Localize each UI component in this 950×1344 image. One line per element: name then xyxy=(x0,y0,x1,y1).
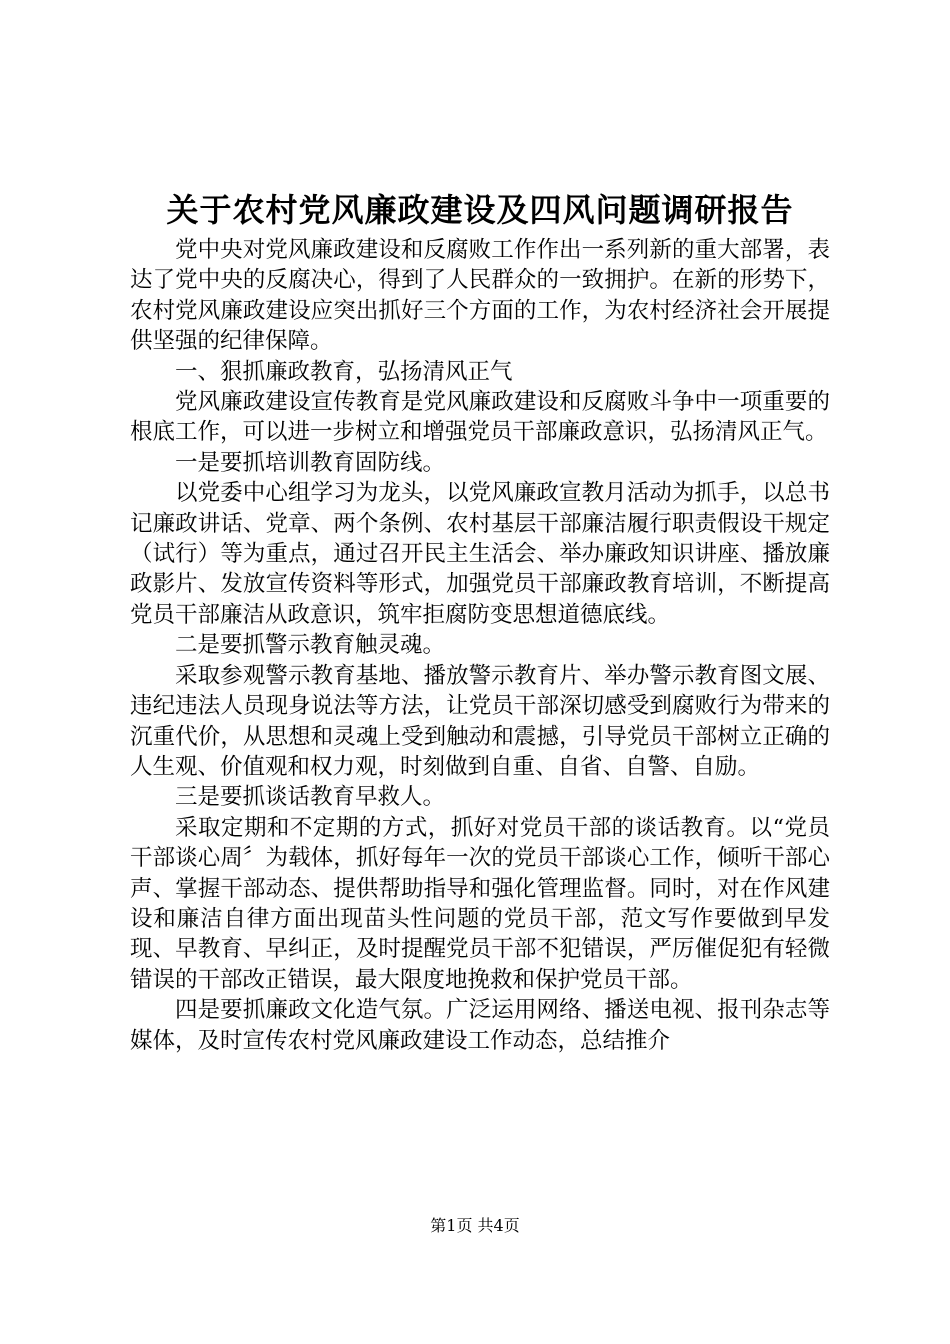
paragraph: 采取参观警示教育基地、播放警示教育片、举办警示教育图文展、违纪违法人员现身说法等方法，让党员干部深切感受到腐败行为带来的沉重代价，从思想和灵魂上受到触动和震撼，引导党员干部树立正确的人生观、价值观和权力观，时刻做到自重、自省、自警、自励。 xyxy=(130,662,830,780)
paragraph: 党风廉政建设宣传教育是党风廉政建设和反腐败斗争中一项重要的根底工作，可以进一步树立和增强党员干部廉政意识，弘扬清风正气。 xyxy=(130,389,830,446)
page-footer: 第1页 共4页 xyxy=(430,1216,520,1235)
document-page xyxy=(130,188,830,1056)
paragraph: 以党委中心组学习为龙头，以党风廉政宣教月活动为抓手，以总书记廉政讲话、党章、两个条例、农村基层干部廉洁履行职责假设干规定（试行）等为重点，通过召开民主生活会、举办廉政知识讲座、播放廉政影片、发放宣传资料等形式，加强党员干部廉政教育培训，不断提高党员干部廉洁从政意识，筑牢拒腐防变思想道德底线。 xyxy=(130,480,830,628)
subheading-3: 三是要抓谈话教育早救人。 xyxy=(175,784,446,811)
paragraph-intro: 党中央对党风廉政建设和反腐败工作作出一系列新的重大部署，表达了党中央的反腐决心，得到了人民群众的一致拥护。在新的形势下，农村党风廉政建设应突出抓好三个方面的工作，为农村经济社会开展提供坚强的纪律保障。 xyxy=(130,237,830,355)
document-title: 关于农村党风廉政建设及四风问题调研报告 xyxy=(166,191,794,229)
subheading-2: 二是要抓警示教育触灵魂。 xyxy=(175,632,446,659)
paragraph-continued: 四是要抓廉政文化造气氛。广泛运用网络、播送电视、报刊杂志等媒体，及时宣传农村党风廉政建设工作动态，总结推介 xyxy=(130,997,830,1054)
section-heading-1: 一、狠抓廉政教育，弘扬清风正气 xyxy=(175,358,513,385)
document-body xyxy=(130,235,830,1056)
subheading-1: 一是要抓培训教育固防线。 xyxy=(175,449,446,476)
paragraph: 采取定期和不定期的方式，抓好对党员干部的谈话教育。以“党员干部谈心周〞为载体，抓好每年一次的党员干部谈心工作，倾听干部心声、掌握干部动态、提供帮助指导和强化管理监督。同时，对在作风建设和廉洁自律方面出现苗头性问题的党员干部，范文写作要做到早发现、早教育、早纠正，及时提醒党员干部不犯错误，严厉催促犯有轻微错误的干部改正错误，最大限度地挽救和保护党员干部。 xyxy=(130,814,830,993)
